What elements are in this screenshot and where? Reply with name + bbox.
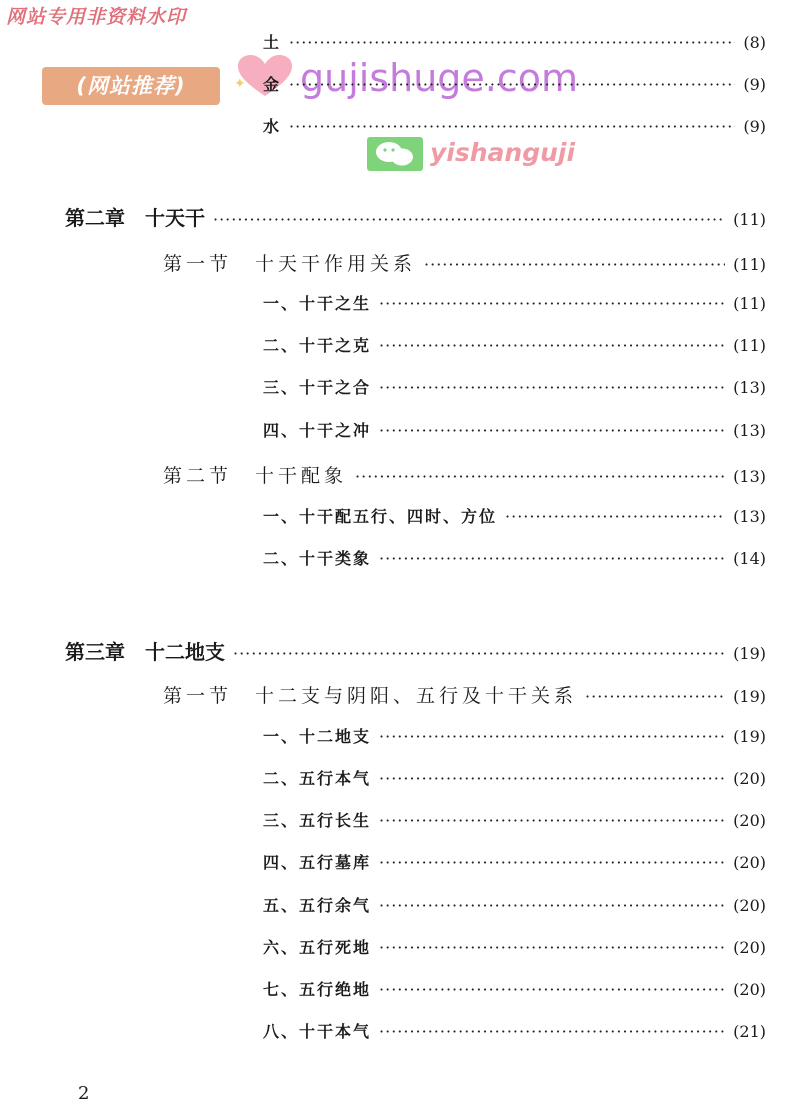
dot-leader bbox=[379, 727, 725, 746]
dot-leader bbox=[379, 896, 725, 915]
dot-leader bbox=[379, 294, 725, 313]
toc-item-row bbox=[263, 375, 766, 398]
toc-item-row bbox=[263, 766, 766, 789]
toc-entry-title: 三、五行长生 bbox=[263, 811, 372, 830]
toc-item-row bbox=[263, 291, 766, 314]
toc-entry-title: 六、五行死地 bbox=[263, 938, 372, 957]
dot-leader bbox=[233, 644, 725, 663]
dot-leader bbox=[289, 117, 735, 136]
toc-item-row bbox=[263, 977, 766, 1000]
toc-entry-title: 七、五行绝地 bbox=[263, 980, 372, 999]
dot-leader bbox=[379, 549, 725, 568]
toc-entry-page: (20) bbox=[733, 980, 766, 999]
toc-entry-page: (13) bbox=[733, 378, 766, 397]
toc-entry-page: (11) bbox=[733, 294, 766, 313]
toc-entry-title: 一、十二地支 bbox=[263, 727, 372, 746]
toc-entry-title: 第一节 十二支与阴阳、五行及十干关系 bbox=[163, 685, 578, 707]
toc-item-row bbox=[263, 893, 766, 916]
toc-entry-title: 五、五行余气 bbox=[263, 896, 372, 915]
toc-entry-page: (19) bbox=[733, 644, 766, 663]
toc-entry-page: (11) bbox=[733, 255, 766, 274]
toc-entry-page: (14) bbox=[733, 549, 766, 568]
toc-item-row bbox=[263, 724, 766, 747]
toc-item-row bbox=[263, 333, 766, 356]
toc-entry-title: 三、十干之合 bbox=[263, 378, 372, 397]
toc-entry-title: 水 bbox=[263, 117, 282, 136]
watermark-site: gujishuge.com bbox=[300, 56, 579, 100]
toc-entry-title: 第二节 十干配象 bbox=[163, 465, 348, 487]
toc-chapter-row bbox=[65, 202, 766, 231]
watermark-badge: (网站推荐) bbox=[42, 67, 220, 105]
toc-section-row bbox=[163, 681, 766, 708]
wechat-icon bbox=[367, 137, 423, 175]
dot-leader bbox=[379, 769, 725, 788]
toc-section-row bbox=[163, 249, 766, 276]
toc-entry-page: (21) bbox=[733, 1022, 766, 1041]
toc-entry-title: 八、十干本气 bbox=[263, 1022, 372, 1041]
toc-entry-page: (20) bbox=[733, 769, 766, 788]
toc-section-row bbox=[163, 461, 766, 488]
dot-leader bbox=[379, 336, 725, 355]
dot-leader bbox=[289, 33, 735, 52]
toc-entry-title: 第三章 十二地支 bbox=[65, 640, 225, 664]
toc-entry-page: (20) bbox=[733, 938, 766, 957]
toc-entry-title: 四、五行墓库 bbox=[263, 853, 372, 872]
toc-item-row bbox=[263, 546, 766, 569]
dot-leader bbox=[289, 75, 735, 94]
toc-entry-page: (20) bbox=[733, 853, 766, 872]
dot-leader bbox=[379, 378, 725, 397]
toc-item-row bbox=[263, 504, 766, 527]
page-number: 2 bbox=[78, 1083, 90, 1104]
toc-entry-title: 一、十干配五行、四时、方位 bbox=[263, 507, 498, 526]
toc-item-row bbox=[263, 72, 766, 95]
toc-entry-page: (9) bbox=[743, 75, 766, 94]
toc-entry-title: 二、十干之克 bbox=[263, 336, 372, 355]
watermark-wechat-id: yishanguji bbox=[430, 138, 576, 167]
toc-item-row bbox=[263, 1019, 766, 1042]
toc-entry-page: (20) bbox=[733, 896, 766, 915]
toc-entry-title: 二、十干类象 bbox=[263, 549, 372, 568]
toc-entry-page: (11) bbox=[733, 336, 766, 355]
toc-item-row bbox=[263, 30, 766, 53]
toc-entry-title: 第一节 十天干作用关系 bbox=[163, 253, 417, 275]
toc-entry-page: (19) bbox=[733, 727, 766, 746]
toc-item-row bbox=[263, 935, 766, 958]
dot-leader bbox=[424, 255, 725, 274]
dot-leader bbox=[379, 811, 725, 830]
dot-leader bbox=[379, 421, 725, 440]
toc-entry-page: (20) bbox=[733, 811, 766, 830]
dot-leader bbox=[585, 687, 725, 706]
dot-leader bbox=[505, 507, 725, 526]
toc-entry-page: (9) bbox=[743, 117, 766, 136]
toc-item-row bbox=[263, 808, 766, 831]
toc-entry-title: 金 bbox=[263, 75, 282, 94]
toc-entry-page: (13) bbox=[733, 421, 766, 440]
sparkle-icon: ✦ bbox=[234, 76, 246, 92]
toc-item-row bbox=[263, 850, 766, 873]
toc-entry-title: 一、十干之生 bbox=[263, 294, 372, 313]
toc-entry-page: (8) bbox=[743, 33, 766, 52]
toc-chapter-row bbox=[65, 636, 766, 665]
toc-entry-title: 土 bbox=[263, 33, 282, 52]
dot-leader bbox=[355, 467, 725, 486]
dot-leader bbox=[379, 980, 725, 999]
dot-leader bbox=[213, 210, 725, 229]
dot-leader bbox=[379, 938, 725, 957]
dot-leader bbox=[379, 853, 725, 872]
toc-entry-page: (11) bbox=[733, 210, 766, 229]
toc-entry-title: 二、五行本气 bbox=[263, 769, 372, 788]
toc-item-row bbox=[263, 114, 766, 137]
toc-item-row bbox=[263, 418, 766, 441]
toc-entry-page: (13) bbox=[733, 507, 766, 526]
toc-entry-page: (19) bbox=[733, 687, 766, 706]
watermark-top-text: 网站专用非资料水印 bbox=[6, 6, 187, 28]
dot-leader bbox=[379, 1022, 725, 1041]
toc-entry-title: 第二章 十天干 bbox=[65, 206, 205, 230]
toc-entry-page: (13) bbox=[733, 467, 766, 486]
toc-entry-title: 四、十干之冲 bbox=[263, 421, 372, 440]
